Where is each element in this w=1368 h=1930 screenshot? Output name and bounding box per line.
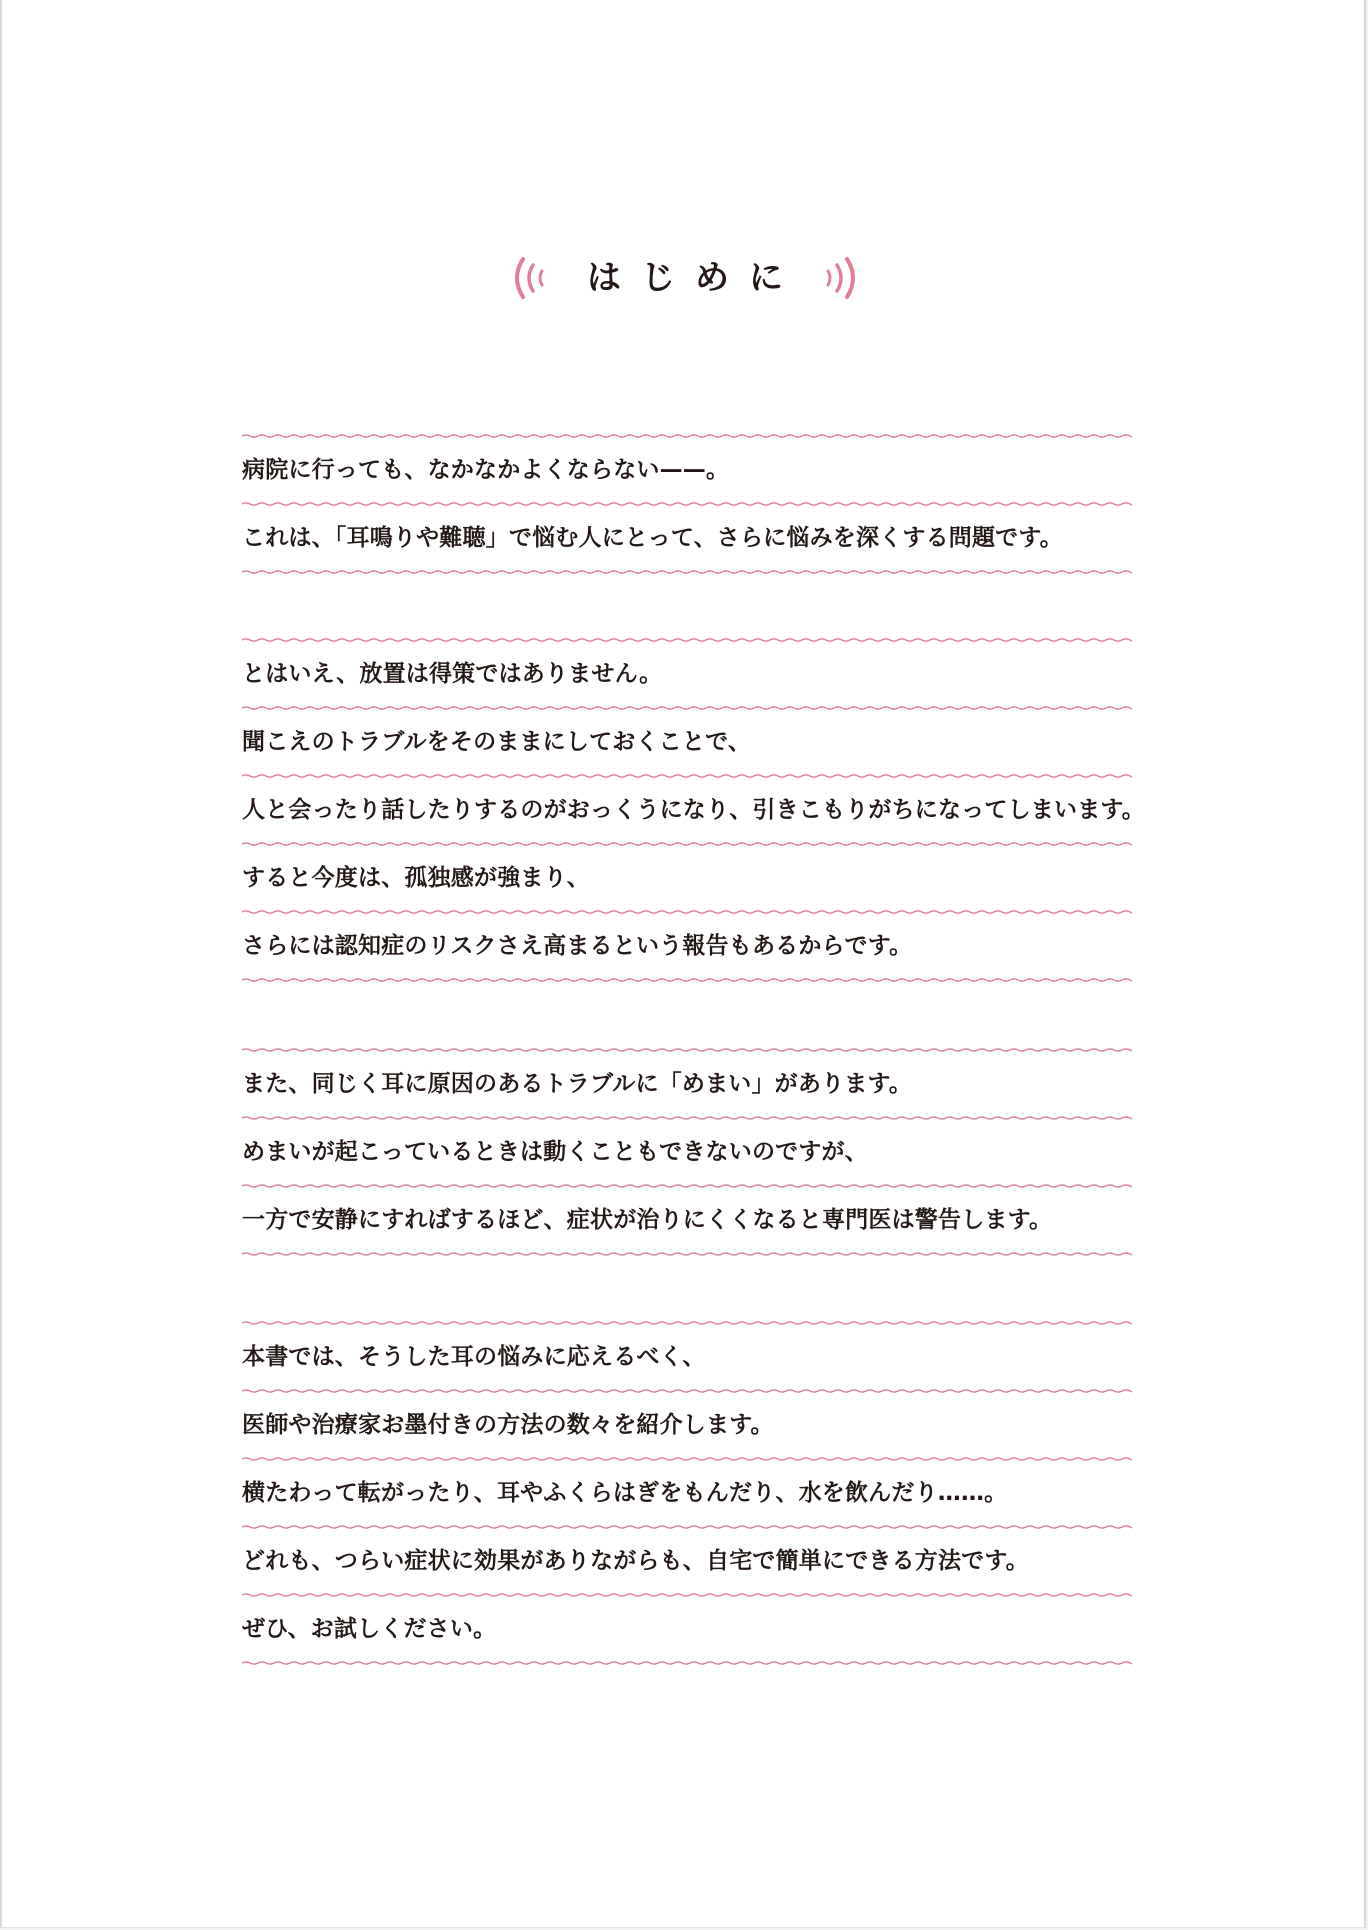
paragraph-2 [242, 635, 1145, 985]
wavy-rule [242, 1318, 1132, 1328]
wavy-rule [242, 703, 1132, 713]
text-line: さらには認知症のリスクさえ高まるという報告もあるからです。 [242, 933, 913, 959]
wavy-rule [242, 431, 1132, 441]
paragraph-4 [242, 1318, 1132, 1668]
page-title: はじめに [587, 258, 803, 298]
sound-wave-right-icon [817, 253, 861, 303]
text-line: とはいえ、放置は得策ではありません。 [242, 661, 663, 687]
wavy-rule [242, 1590, 1132, 1600]
text-line: ぜひ、お試しください。 [242, 1616, 497, 1642]
text-line: また、同じく耳に原因のあるトラブルに「めまい」があります。 [242, 1071, 913, 1097]
text-line: 医師や治療家お墨付きの方法の数々を紹介します。 [242, 1412, 774, 1438]
wavy-rule [242, 567, 1132, 577]
wavy-rule [242, 499, 1132, 509]
wavy-rule [242, 1658, 1132, 1668]
wavy-rule [242, 839, 1132, 849]
wavy-rule [242, 1386, 1132, 1396]
sound-wave-left-icon [509, 253, 553, 303]
text-line: めまいが起こっているときは動くこともできないのですが、 [242, 1139, 868, 1165]
text-line: 一方で安静にすればするほど、症状が治りにくくなると専門医は警告します。 [242, 1207, 1053, 1233]
wavy-rule [242, 1522, 1132, 1532]
text-line: すると今度は、孤独感が強まり、 [242, 865, 590, 891]
wavy-rule [242, 1454, 1132, 1464]
title-block [2, 248, 1368, 308]
text-line: 聞こえのトラブルをそのままにしておくことで、 [242, 729, 752, 755]
text-line: どれも、つらい症状に効果がありながらも、自宅で簡単にできる方法です。 [242, 1548, 1029, 1574]
wavy-rule [242, 635, 1132, 645]
wavy-rule [242, 771, 1132, 781]
text-line: 病院に行っても、なかなかよくならない——。 [242, 457, 730, 483]
wavy-rule [242, 1045, 1132, 1055]
wavy-rule [242, 907, 1132, 917]
wavy-rule [242, 1249, 1132, 1259]
text-line: 横たわって転がったり、耳やふくらはぎをもんだり、水を飲んだり……。 [242, 1480, 1008, 1506]
text-line: これは、「耳鳴りや難聴」で悩む人にとって、さらに悩みを深くする問題です。 [242, 525, 1063, 551]
paragraph-3 [242, 1045, 1132, 1259]
text-line: 人と会ったり話したりするのがおっくうになり、引きこもりがちになってしまいます。 [242, 797, 1145, 823]
paragraph-1 [242, 431, 1132, 577]
wavy-rule [242, 1181, 1132, 1191]
text-line: 本書では、そうした耳の悩みに応えるべく、 [242, 1344, 706, 1370]
wavy-rule [242, 975, 1132, 985]
wavy-rule [242, 1113, 1132, 1123]
